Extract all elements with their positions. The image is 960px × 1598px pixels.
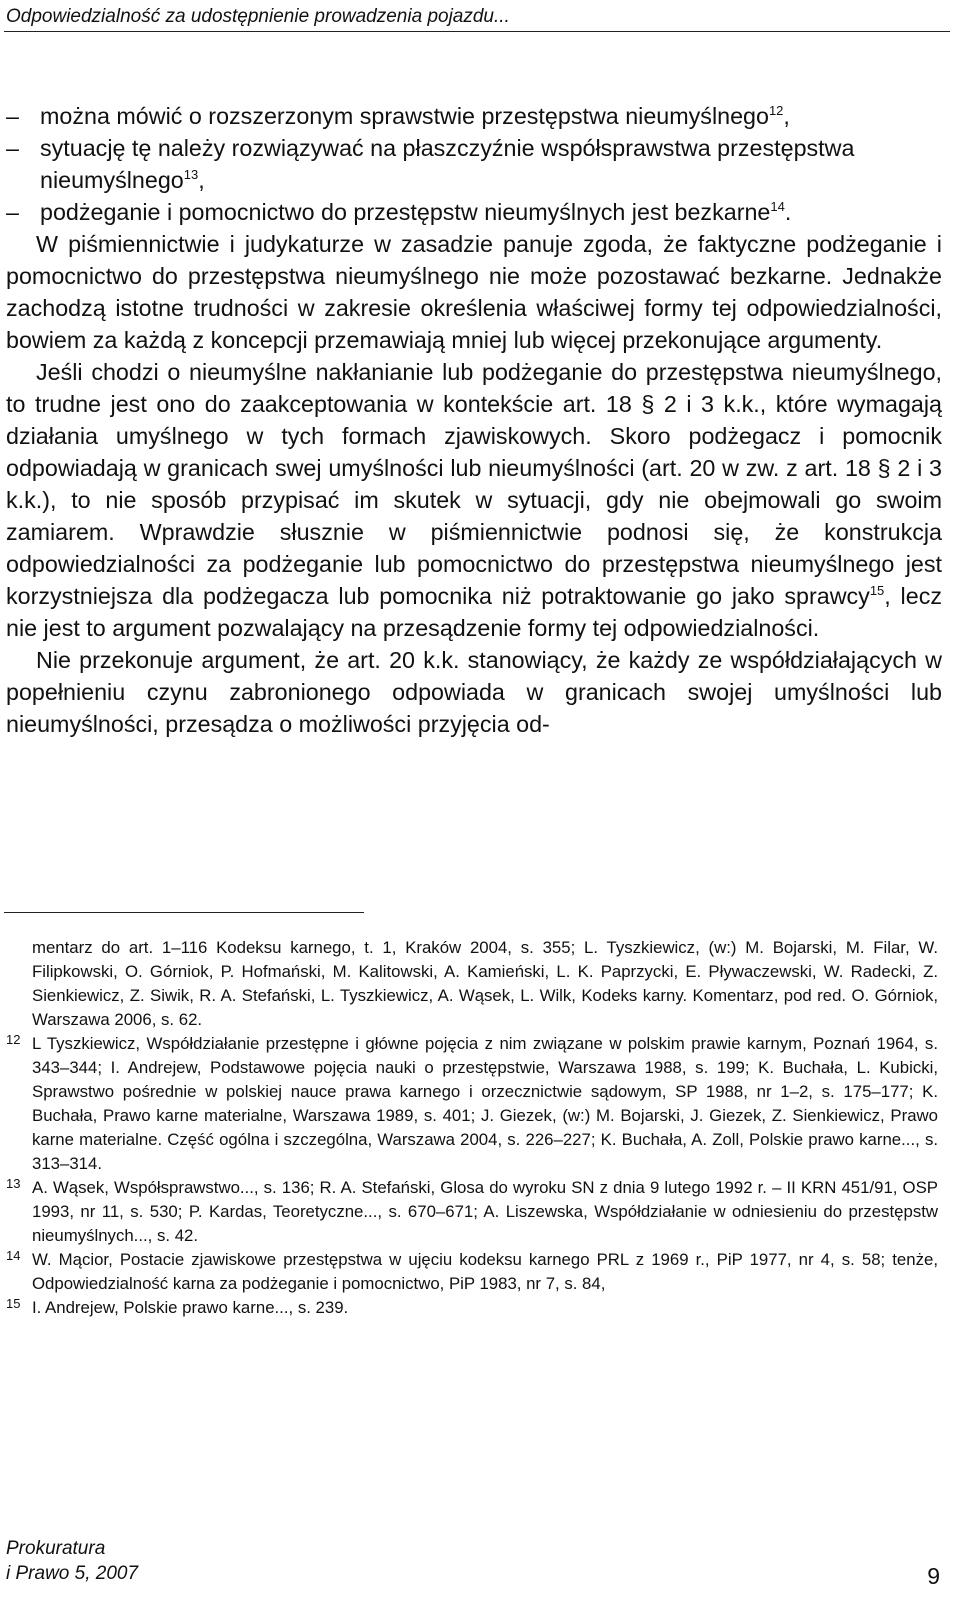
footnote-text: I. Andrejew, Polskie prawo karne..., s. 239. [32,1298,349,1317]
footnote [6,1176,938,1248]
footnotes [6,936,938,1320]
footnote-number: 15 [6,1296,21,1311]
footnote-text: mentarz do art. 1–116 Kodeksu karnego, t. 1, Kraków 2004, s. 355; L. Tyszkiewicz, (w:) M. Bojarski, M. Filar, W. Filipkowski, O. Górniok, P. Hofmański, M. Kalitowski, A. Kamieński, L. K. Paprzycki, E. Pływaczewski, W. Radecki, Z. Sienkiewicz, Z. Siwik, R. A. Stefański, L. Tyszkiewicz, A. Wąsek, L. Wilk, Kodeks karny. Komentarz, pod red. O. Górniok, Warszawa 2006, s. 62. [32,938,938,1029]
footnote-ref: 14 [770,199,785,214]
footnote-rule [4,912,364,913]
list-dash: – [6,199,19,225]
list-item: – sytuację tę należy rozwiązywać na płaszczyźnie współsprawstwa przestępstwa nieumyślnego$^{13}$, [6,132,942,196]
footnote-ref: 12 [768,103,784,118]
footnote-number [6,936,32,1032]
footnote-ref: 13 [183,167,199,182]
journal-issue: i Prawo 5, 2007 [6,1563,139,1584]
paragraph: W piśmiennictwie i judykaturze w zasadzie panuje zgoda, że faktyczne podżeganie i pomocnictwo do przestępstwa nieumyślnego nie może pozostawać bezkarne. Jednakże zachodzą istotne trudności w zakresie określenia właściwej formy tej odpowiedzialności, bowiem za każdą z koncepcji przemawiają mniej lub więcej przekonujące argumenty. [6,231,942,353]
header-rule [4,31,950,32]
footnote-number: 13 [6,1176,21,1191]
list-item-text: można mówić o rozszerzonym sprawstwie przestępstwa nieumyślnego [40,103,769,129]
list-item-text: sytuację tę należy rozwiązywać na płaszczyźnie współsprawstwa przestępstwa nieumyślnego [40,135,855,193]
page-number: 9 [927,1563,940,1589]
footnote-text: A. Wąsek, Współsprawstwo..., s. 136; R. A. Stefański, Glosa do wyroku SN z dnia 9 lutego 1992 r. – II KRN 451/91, OSP 1993, nr 11, s. 530; P. Kardas, Teoretyczne..., s. 670–671; A. Liszewska, Współdziałanie w odniesieniu do przestępstw nieumyślnych..., s. 42. [32,1178,938,1245]
footnote [6,936,938,1032]
paragraph: Nie przekonuje argument, że art. 20 k.k. stanowiący, że każdy ze współdziałających w popełnieniu czynu zabronionego odpowiada w granicach swojej umyślności lub nieumyślności, przesądza o możliwości przyjęcia od- [6,647,942,737]
journal-footer [6,1536,138,1586]
main-text [6,100,942,740]
footnote-ref: 15 [869,583,885,598]
footnote-text: L Tyszkiewicz, Współdziałanie przestępne i główne pojęcia z nim związane w polskim prawie karnym, Poznań 1964, s. 343–344; I. Andrejew, Podstawowe pojęcia nauki o przestępstwie, Warszawa 1988, s. 199; K. Buchała, L. Kubicki, Sprawstwo pośrednie w polskiej nauce prawa karnego i orzecznictwie sądowym, SP 1988, nr 1–2, s. 175–177; K. Buchała, Prawo karne materialne, Warszawa 1989, s. 401; J. Giezek, (w:) M. Bojarski, J. Giezek, Z. Sienkiewicz, Prawo karne materialne. Część ogólna i szczególna, Warszawa 2004, s. 226–227; K. Buchała, A. Zoll, Polskie prawo karne..., s. 313–314. [32,1034,938,1173]
footnote [6,1296,938,1320]
list-dash: – [6,135,19,161]
footnote-text: W. Mącior, Postacie zjawiskowe przestępstwa w ujęciu kodeksu karnego PRL z 1969 r., PiP 1977, nr 4, s. 58; tenże, Odpowiedzialność karna za podżeganie i pomocnictwo, PiP 1983, nr 7, s. 84, [32,1250,938,1293]
list-item: – można mówić o rozszerzonym sprawstwie przestępstwa nieumyślnego$^{12}$, [6,100,942,132]
list-item: – podżeganie i pomocnictwo do przestępstw nieumyślnych jest bezkarne$^{14}$. [6,196,942,228]
list-item-text: podżeganie i pomocnictwo do przestępstw nieumyślnych jest bezkarne [40,199,771,225]
running-header: Odpowiedzialność za udostępnienie prowadzenia pojazdu... [6,6,510,27]
footnote-number: 14 [6,1248,21,1263]
paragraph: Jeśli chodzi o nieumyślne nakłanianie lub podżeganie do przestępstwa nieumyślnego, to trudne jest ono do zaakceptowania w kontekście art. 18 § 2 i 3 k.k., które wymagają działania umyślnego w tych formach zjawiskowych. Skoro podżegacz i pomocnik odpowiadają w granicach swej umyślności lub nieumyślności (art. 20 w zw. z art. 18 § 2 i 3 k.k.), to nie sposób przypisać im skutek w sytuacji, gdy nie obejmowali go swoim zamiarem. Wprawdzie słusznie w piśmiennictwie podnosi się, że konstrukcja odpowiedzialności za podżeganie lub pomocnictwo do przestępstwa nieumyślnego jest korzystniejsza dla podżegacza lub pomocnika niż potraktowanie go jako sprawcy$^{15}$, lecz nie jest to argument pozwalający na przesądzenie formy tej odpowiedzialności. [6,359,942,641]
list-dash: – [6,103,19,129]
footnote-number: 12 [6,1032,21,1047]
footnote [6,1032,938,1176]
footnote [6,1248,938,1296]
journal-name: Prokuratura [6,1538,106,1559]
